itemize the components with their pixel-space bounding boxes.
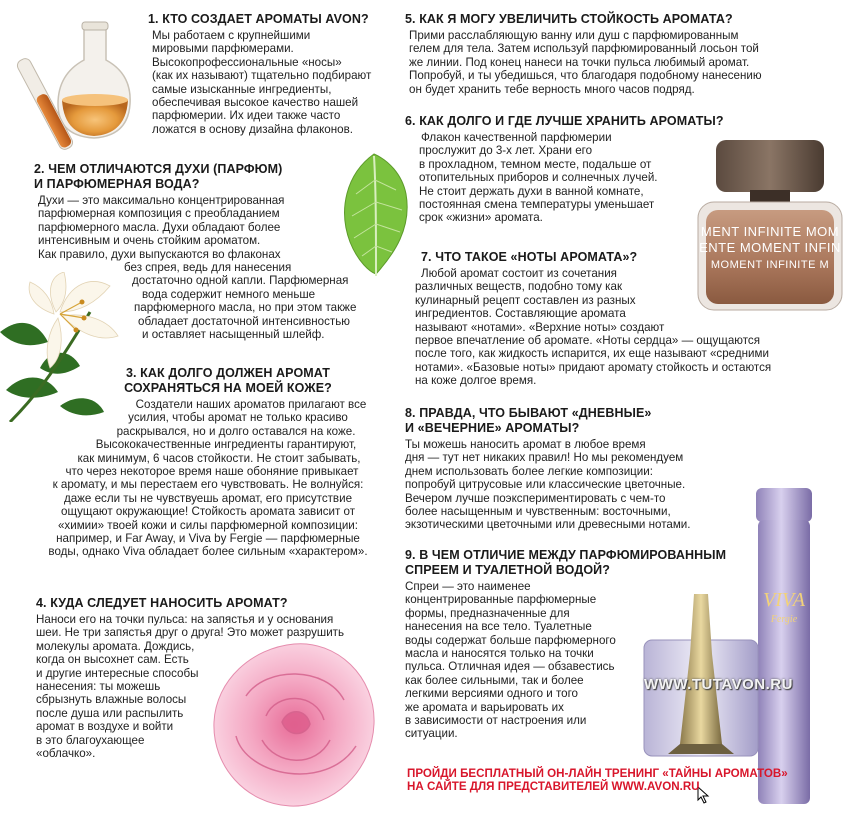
text-line: после того, как жидкость испарится, их еще называют «средними	[415, 347, 769, 361]
text-line: обладает достаточной интенсивностью	[138, 314, 350, 328]
text-line: (как их называют) тщательно подбирают	[152, 69, 372, 83]
section-4-title: 4. КУДА СЛЕДУЕТ НАНОСИТЬ АРОМАТ?	[36, 596, 288, 610]
section-8	[405, 406, 735, 532]
section-4	[36, 596, 386, 760]
section-9	[405, 548, 745, 741]
text-line: в прохладном, темном месте, подальше от	[419, 157, 652, 171]
text-line: называют «нотами». «Верхние ноты» создают	[415, 320, 665, 334]
text-line: первое впечатление об аромате. «Ноты сердца» — ощущаются	[415, 334, 760, 348]
text-line: Как правило, духи выпускаются во флаконах	[38, 247, 281, 261]
text-line: Создатели наших ароматов прилагают все	[135, 398, 367, 411]
text-line: нанесения: ты можешь	[36, 680, 161, 694]
text-line: Любой аромат состоит из сочетания	[421, 267, 617, 280]
section-3-title	[28, 366, 388, 396]
promo-line-2[interactable]: НА САЙТЕ ДЛЯ ПРЕДСТАВИТЕЛЕЙ WWW.AVON.RU	[407, 780, 700, 793]
section-1-body	[152, 29, 388, 136]
text-line: и другие интересные способы	[36, 666, 199, 680]
text-line: Духи — это максимально концентрированная	[38, 194, 285, 207]
text-line: парфюмерного масла. Духи обладают более	[38, 220, 281, 234]
text-line: аромат в воздухе и войти	[36, 720, 174, 734]
text-line: достаточно одной капли. Парфюмерная	[132, 274, 349, 288]
text-line: «облачко».	[36, 747, 96, 761]
bottle-label-line-1: MENT INFINITE MOM	[700, 224, 840, 239]
text-line: масла и наносятся только на точки	[405, 647, 594, 661]
section-1	[148, 12, 388, 136]
text-line: даже если ты не чувствуешь аромат, его присутствие	[63, 491, 353, 505]
bottle-label-line-2: ENTE MOMENT INFIN	[699, 240, 841, 255]
text-line: ситуации.	[405, 727, 458, 741]
text-line: пульса. Отличная идея — обзавестись	[405, 660, 615, 674]
text-line: различных веществ, подобно тому как	[415, 280, 623, 294]
text-line: на коже долгое время.	[415, 374, 537, 388]
title-line: 8. ПРАВДА, ЧТО БЫВАЮТ «ДНЕВНЫЕ»	[405, 406, 652, 420]
text-line: экзотическими цветочными или древесными нотами.	[405, 518, 691, 532]
text-line: ингредиентов. Составляющие аромата	[415, 307, 626, 321]
section-6-title: 6. КАК ДОЛГО И ГДЕ ЛУЧШЕ ХРАНИТЬ АРОМАТЫ?	[405, 114, 724, 128]
text-line: попробуй цитрусовые или классические цветочные.	[405, 478, 686, 492]
promo-line-1: ПРОЙДИ БЕСПЛАТНЫЙ ОН-ЛАЙН ТРЕНИНГ «ТАЙНЫ АРОМАТОВ»	[407, 767, 788, 780]
title-line: И ПАРФЮМЕРНАЯ ВОДА?	[34, 177, 200, 191]
text-line: ощущают окружающие! Стойкость аромата зависит от	[61, 505, 355, 519]
lab-flask-icon	[14, 20, 146, 158]
bottle-label-line-3: MOMENT INFINITE M	[710, 259, 830, 271]
text-line: без спрея, ведь для нанесения	[124, 261, 292, 275]
section-9-body	[405, 580, 745, 741]
text-line: Мы работаем с крупнейшими	[152, 29, 311, 42]
promo-banner[interactable]	[407, 767, 788, 793]
text-line: воды содержат больше парфюмерного	[405, 633, 616, 647]
title-line: 2. ЧЕМ ОТЛИЧАЮТСЯ ДУХИ (ПАРФЮМ)	[34, 162, 283, 176]
section-2-title	[34, 162, 344, 192]
section-5-title: 5. КАК Я МОГУ УВЕЛИЧИТЬ СТОЙКОСТЬ АРОМАТА?	[405, 12, 733, 26]
text-line: «химии» твоей кожи и силы парфюмерной композиции:	[57, 518, 359, 532]
text-line: когда он высохнет сам. Есть	[36, 653, 189, 667]
section-5	[405, 12, 825, 96]
text-line: Флакон качественной парфюмерии	[421, 131, 612, 144]
text-line: парфюмерная композиция с преобладанием	[38, 207, 280, 221]
section-7	[405, 250, 825, 388]
section-7-title: 7. ЧТО ТАКОЕ «НОТЫ АРОМАТА»?	[421, 250, 638, 264]
section-3	[28, 366, 388, 559]
text-line: он будет хранить тебе верность много часов подряд.	[409, 82, 695, 96]
text-line: Высокопрофессиональные «носы»	[152, 55, 342, 69]
text-line: сбрызнуть влажные волосы	[36, 693, 187, 707]
text-line: молекулы аромата. Дождись,	[36, 639, 195, 653]
text-line: гелем для тела. Затем используй парфюмированный лосьон той	[409, 42, 759, 56]
section-8-body	[405, 438, 735, 532]
text-line: что через некоторое время наше обоняние привыкает	[65, 465, 359, 479]
viva-spray-sub: Fergie	[770, 614, 798, 625]
section-1-title: 1. КТО СОЗДАЕТ АРОМАТЫ AVON?	[148, 12, 369, 26]
text-line: же аромата и варьировать их	[405, 700, 564, 714]
text-line: усилия, чтобы аромат не только красиво	[128, 411, 348, 425]
text-line: интенсивным и очень стойким ароматом.	[38, 234, 261, 248]
text-line: Спреи — это наименее	[405, 580, 531, 593]
text-line: же линии. Под конец нанеси на точки пульса любимый аромат.	[409, 55, 750, 69]
text-line: например, и Far Away, и Viva by Fergie — парфюмерные	[56, 532, 360, 546]
text-line: прослужит до 3-х лет. Храни его	[419, 144, 593, 158]
text-line: после душа или распылить	[36, 706, 184, 720]
section-2-body	[38, 194, 357, 342]
section-8-title	[405, 406, 735, 436]
watermark-text: WWW.TUTAVON.RU	[644, 676, 793, 693]
text-line: дня — тут нет никаких правил! Но мы рекомендуем	[405, 451, 684, 465]
text-line: срок «жизни» аромата.	[419, 211, 543, 225]
text-line: раскрывался, но и долго оставался на коже.	[116, 424, 356, 438]
title-line: 9. В ЧЕМ ОТЛИЧИЕ МЕЖДУ ПАРФЮМИРОВАННЫМ	[405, 548, 727, 562]
text-line: как минимум, 6 часов стойкости. Не стоит забывать,	[77, 451, 361, 465]
title-line: 3. КАК ДОЛГО ДОЛЖЕН АРОМАТ	[125, 366, 331, 380]
text-line: днем использовать более легкие композиции:	[405, 464, 653, 478]
section-5-body	[409, 29, 825, 96]
text-line: ложатся в основу дизайна флаконов.	[152, 122, 353, 136]
text-line: Ты можешь наносить аромат в любое время	[405, 438, 646, 451]
section-6-body	[405, 131, 745, 225]
text-line: нанесения на все тело. Туалетные	[405, 620, 592, 634]
text-line: парфюмерии. Их идеи также часто	[152, 109, 341, 123]
text-line: нотами». «Базовые ноты» придают аромату стойкость и остаются	[415, 360, 772, 374]
title-line: СПРЕЕМ И ТУАЛЕТНОЙ ВОДОЙ?	[405, 563, 610, 577]
title-line: И «ВЕЧЕРНИЕ» АРОМАТЫ?	[405, 421, 580, 435]
section-9-title	[405, 548, 745, 578]
text-line: мировыми парфюмерами.	[152, 42, 294, 56]
section-6	[405, 114, 745, 225]
text-line: Не стоит держать духи в ванной комнате,	[419, 184, 644, 198]
text-line: Высококачественные ингредиенты гарантируют,	[95, 438, 357, 452]
text-line: в это благоухающее	[36, 733, 145, 747]
text-line: самые изысканные ингредиенты,	[152, 82, 332, 96]
viva-spray-label: VIVA	[763, 589, 805, 611]
text-line: Прими расслабляющую ванну или душ с парфюмированным	[409, 29, 739, 42]
text-line: в зависимости от настроения или	[405, 714, 587, 728]
text-line: легкими версиями одного и того	[405, 687, 578, 701]
section-3-body	[28, 398, 388, 559]
text-line: кулинарный рецепт составлен из разных	[415, 293, 636, 307]
section-7-body	[405, 267, 825, 388]
text-line: формы, предназначенные для	[405, 606, 570, 620]
green-leaf-icon	[336, 150, 414, 278]
text-line: парфюмерного масла, но при этом также	[134, 301, 357, 315]
text-line: как более сильными, так и более	[405, 673, 584, 687]
text-line: концентрированные парфюмерные	[405, 593, 597, 607]
text-line: отопительных приборов и солнечных лучей.	[419, 171, 658, 185]
text-line: Попробуй, и ты убедишься, что благодаря подобному нанесению	[409, 69, 762, 83]
text-line: шеи. Не три запястья друг о друга! Это может разрушить	[36, 626, 345, 640]
text-line: вода содержит немного меньше	[142, 287, 316, 301]
section-4-body	[36, 613, 386, 760]
text-line: и оставляет насыщенный шлейф.	[142, 328, 325, 342]
title-line: СОХРАНЯТЬСЯ НА МОЕЙ КОЖЕ?	[124, 381, 332, 395]
text-line: более насыщенным и чувственным: восточными,	[405, 505, 671, 519]
text-line: постоянная смена температуры уменьшает	[419, 198, 655, 212]
text-line: воды, однако Viva обладает более сильным «характером».	[48, 545, 368, 559]
text-line: Вечером лучше поэкспериментировать с чем-то	[405, 491, 666, 505]
section-2	[34, 162, 357, 342]
text-line: Наноси его на точки пульса: на запястья и у основания	[36, 613, 334, 626]
text-line: к аромату, и мы перестаем его чувствовать. Не волнуйся:	[52, 478, 364, 492]
text-line: обеспечивая высокое качество нашей	[152, 96, 359, 110]
